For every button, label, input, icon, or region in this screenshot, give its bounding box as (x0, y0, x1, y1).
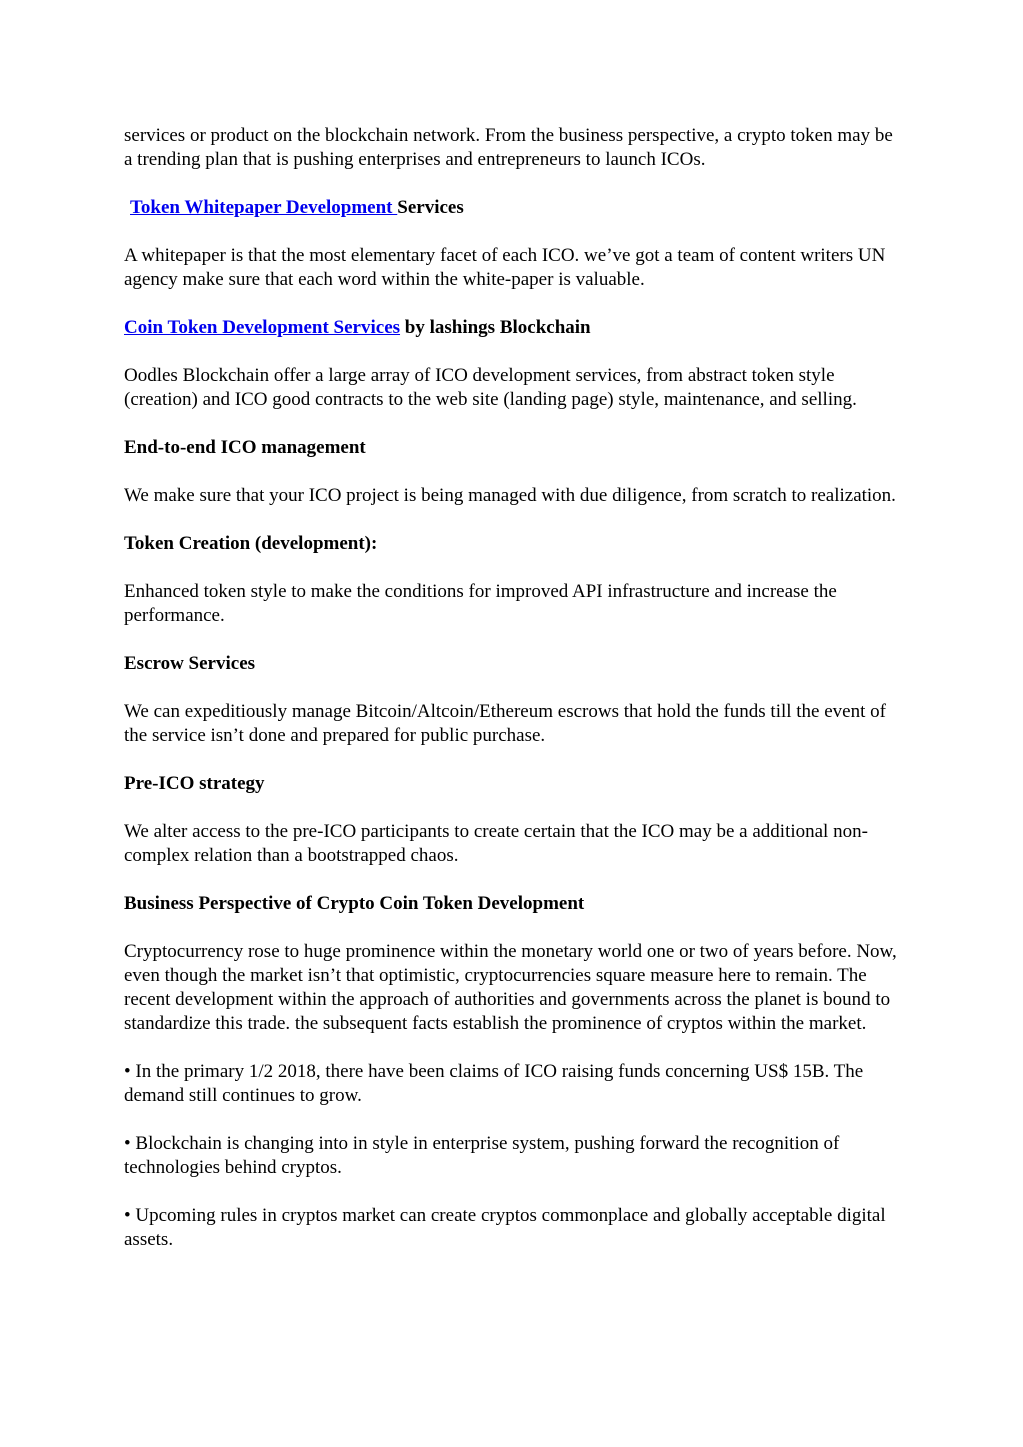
intro-paragraph: services or product on the blockchain network. From the business perspective, a crypto token may be a trending plan that is pushing enterprises and entrepreneurs to launch ICOs. (124, 125, 893, 170)
section-body-business-perspective: Cryptocurrency rose to huge prominence within the monetary world one or two of years before. Now, even though the market isn’t that optimistic, cryptocurrencies square measure here to remain. The recent development within the approach of authorities and governments across the planet is bound to standardize this trade. the subsequent facts establish the prominence of cryptos within the market. (124, 941, 897, 1034)
coin-token-heading (124, 316, 904, 340)
section-heading-pre-ico: Pre-ICO strategy (124, 773, 265, 794)
token-whitepaper-link[interactable]: Token Whitepaper Development (130, 197, 398, 218)
whitepaper-paragraph: A whitepaper is that the most elementary facet of each ICO. we’ve got a team of content writers UN agency make sure that each word within the white-paper is valuable. (124, 245, 886, 290)
section-body-token-creation: Enhanced token style to make the conditions for improved API infrastructure and increase the performance. (124, 581, 837, 626)
bullet-item: • Upcoming rules in cryptos market can create cryptos commonplace and globally acceptable digital assets. (124, 1205, 886, 1250)
section-body-escrow: We can expeditiously manage Bitcoin/Altcoin/Ethereum escrows that hold the funds till the event of the service isn’t done and prepared for public purchase. (124, 701, 886, 746)
section-body-pre-ico: We alter access to the pre-ICO participants to create certain that the ICO may be a additional non-complex relation than a bootstrapped chaos. (124, 821, 868, 866)
section-heading-ico-management: End-to-end ICO management (124, 437, 366, 458)
whitepaper-heading (124, 196, 904, 220)
bullet-item: • Blockchain is changing into in style in enterprise system, pushing forward the recognition of technologies behind cryptos. (124, 1133, 840, 1178)
bullet-item: • In the primary 1/2 2018, there have been claims of ICO raising funds concerning US$ 15B. The demand still continues to grow. (124, 1061, 864, 1106)
coin-token-paragraph: Oodles Blockchain offer a large array of ICO development services, from abstract token style (creation) and ICO good contracts to the web site (landing page) style, maintenance, and selling. (124, 365, 857, 410)
document-page (124, 124, 904, 1276)
section-body-ico-management: We make sure that your ICO project is being managed with due diligence, from scratch to realization. (124, 485, 896, 506)
section-heading-token-creation: Token Creation (development): (124, 533, 378, 554)
whitepaper-heading-suffix: Services (397, 197, 464, 218)
section-heading-escrow: Escrow Services (124, 653, 256, 674)
coin-token-link[interactable]: Coin Token Development Services (124, 317, 401, 338)
section-heading-business-perspective: Business Perspective of Crypto Coin Token Development (124, 893, 585, 914)
coin-token-heading-suffix: by lashings Blockchain (400, 317, 591, 338)
